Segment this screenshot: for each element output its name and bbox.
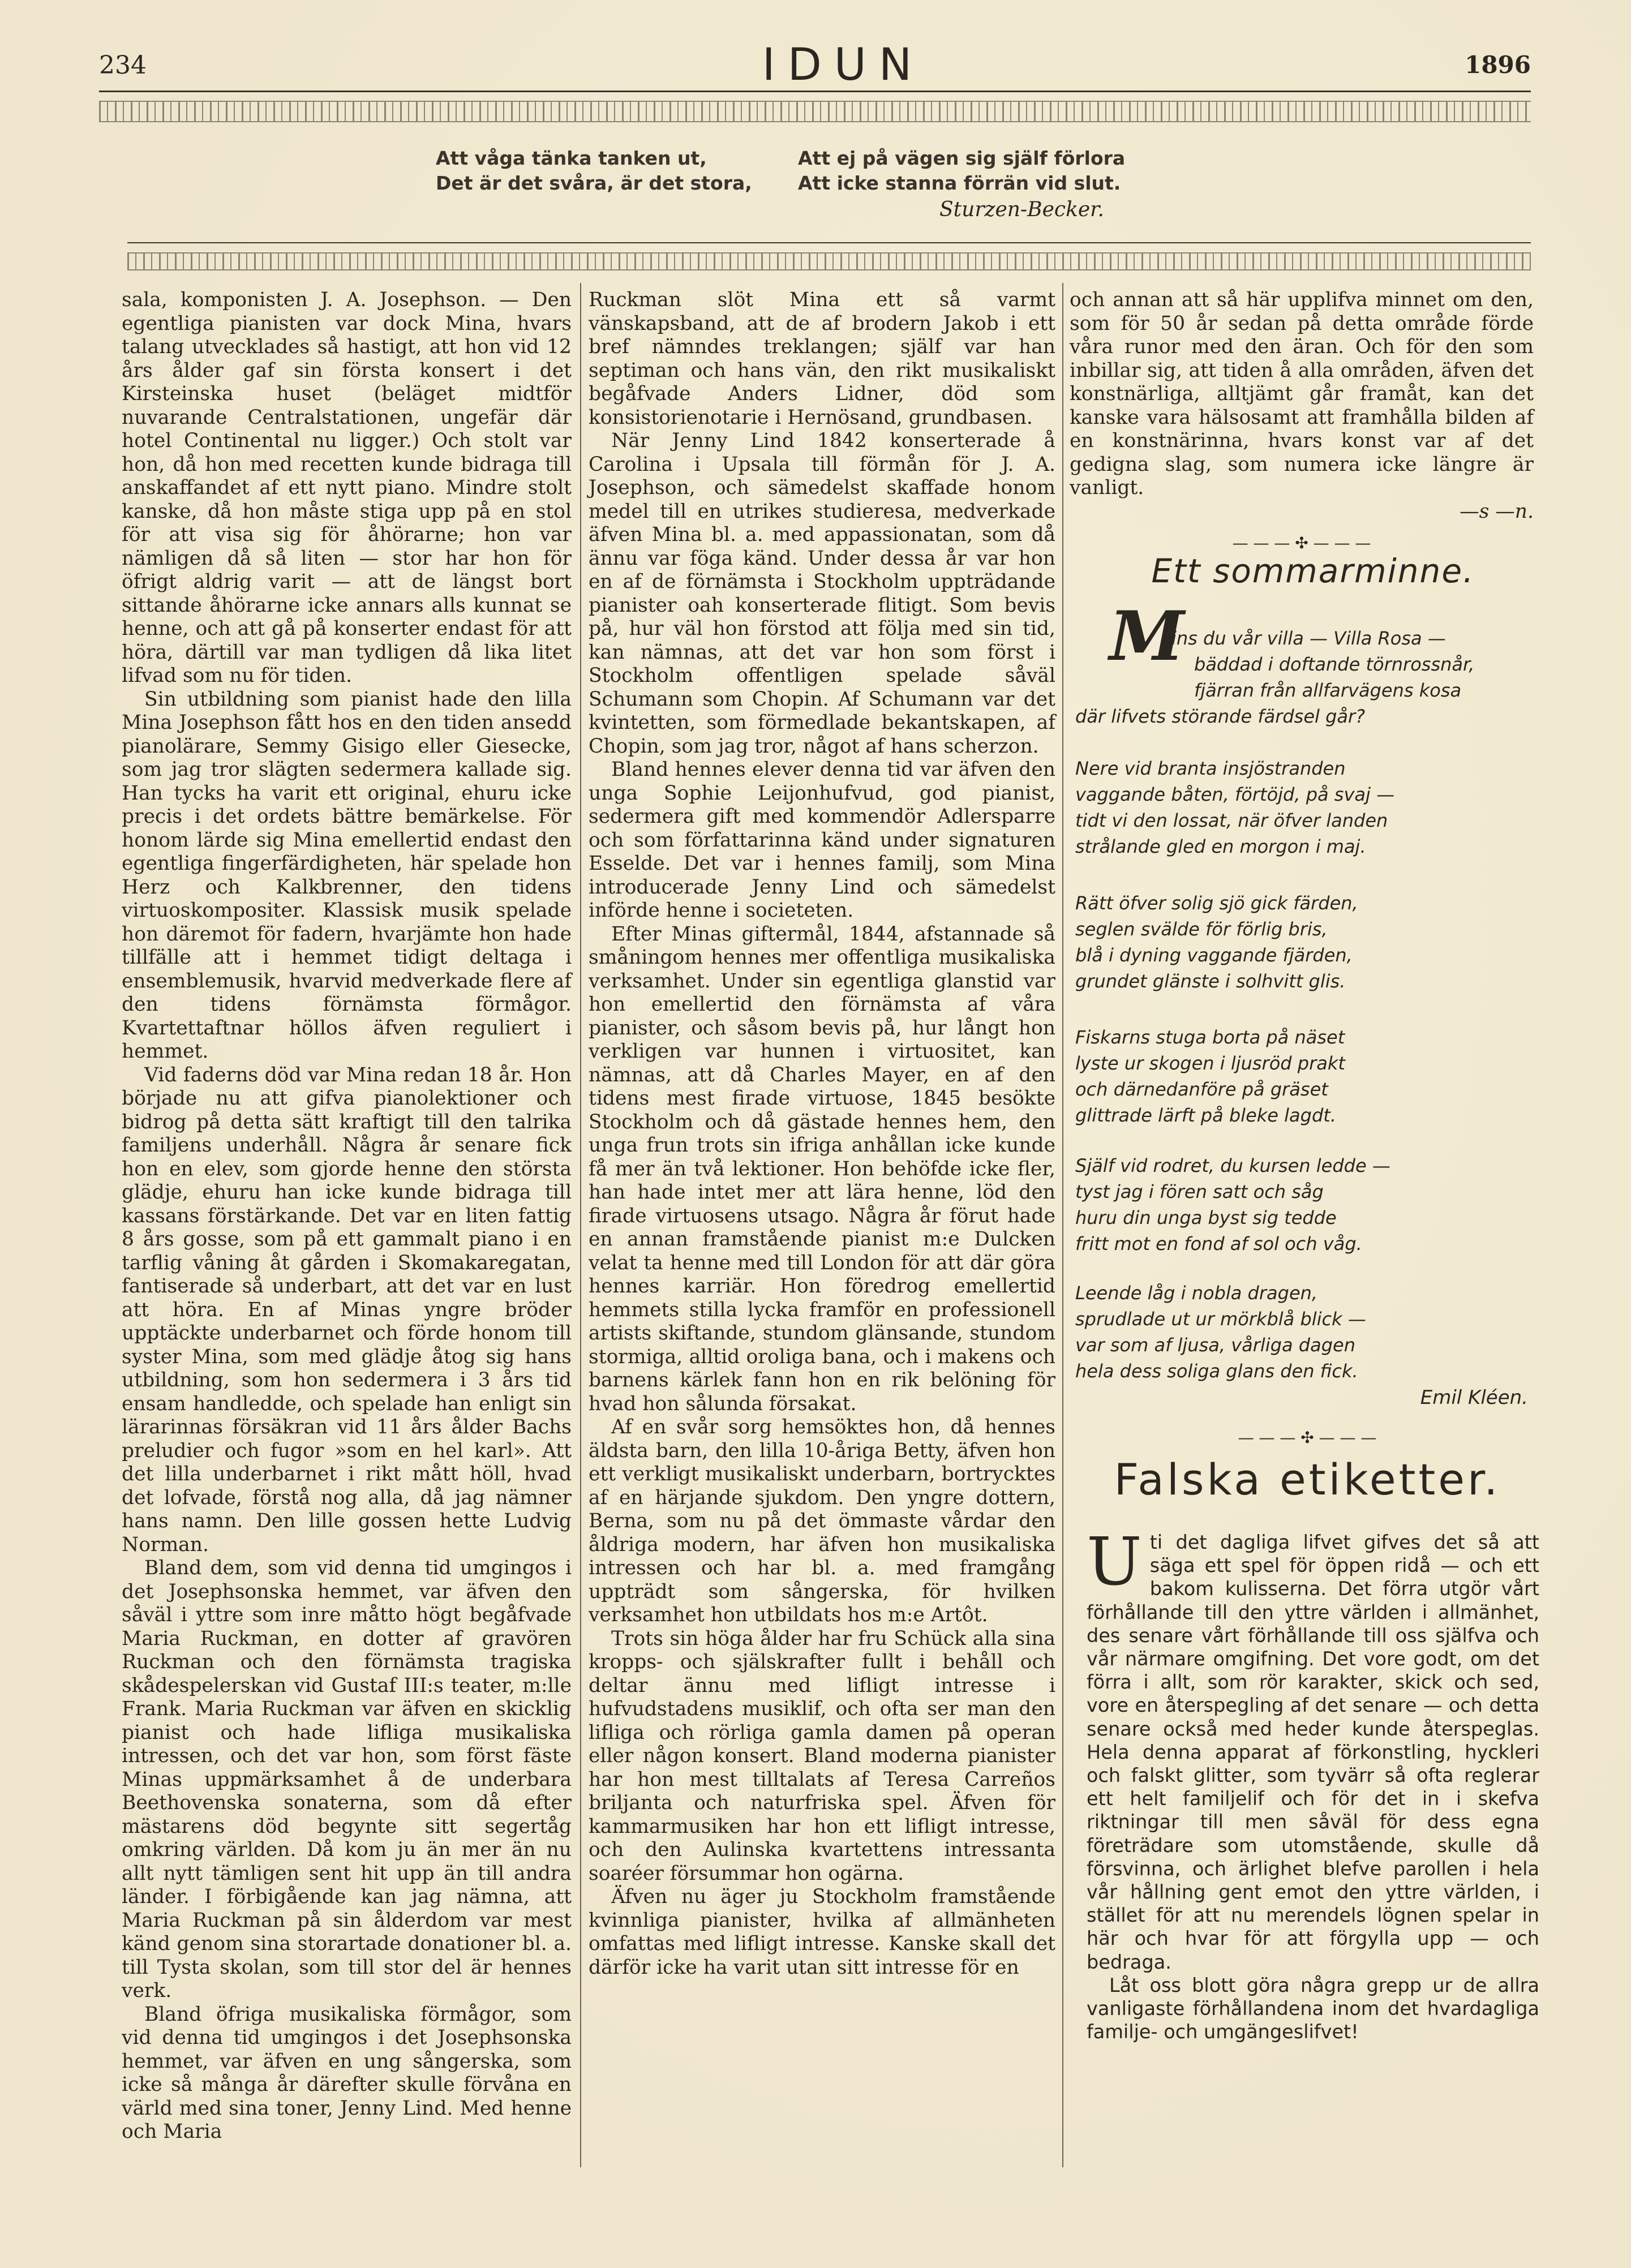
section-separator-icon: — — — ✣ — — —	[1238, 1428, 1377, 1447]
poem-line: vaggande båten, förtöjd, på svaj —	[1075, 784, 1395, 805]
article-paragraph: Bland hennes elever denna tid var äfven den unga Sophie Leijonhufvud, god pianist, sedermera gift med kommendör Adlersparre och som författarinna känd under signaturen Esselde. Det var i hennes familj, som Mina introducerade Jenny Lind och sämedelst införde henne i societeten.	[589, 758, 1055, 922]
article-paragraph: Af en svår sorg hemsöktes hon, då hennes äldsta barn, den lilla 10-åriga Betty, äfven hon ett verkligt musikaliskt underbarn, bortrycktes af en härjande sjukdom. Den yngre dottern, Berna, som nu på det ömmaste vårdar den åldriga modern, har äfven hon musikaliska intressen och har bl. a. med framgång uppträdt som sångerska, för hvilken verksamhet hon utbildats hos m:e Artôt.	[589, 1416, 1055, 1626]
article-paragraph: Bland öfriga musikaliska förmågor, som vid denna tid umgingos i det Josephsonska hemmet, var äfven en ung sångerska, som icke så många år därefter skulle förvåna en värld med sina toner, Jenny Lind. Med henne och Maria	[122, 2003, 572, 2143]
issue-year: 1896	[1465, 51, 1531, 79]
poem-line: lyste ur skogen i ljusröd prakt	[1075, 1053, 1345, 1074]
essay-dropcap: U	[1087, 1524, 1142, 1600]
poem-stanza-1	[1171, 625, 1539, 703]
poem-line: tidt vi den lossat, när öfver landen	[1075, 810, 1388, 831]
poem-line: Rätt öfver solig sjö gick färden,	[1075, 892, 1358, 914]
essay-paragraph: Låt oss blott göra några grepp ur de allra vanligaste förhållandena inom det hvardagliga familje- och umgängeslifvet!	[1087, 1974, 1539, 2043]
article-paragraph: Trots sin höga ålder har fru Schück alla sina kropps- och själskrafter fullt i behåll och deltar ännu med lifligt intresse i hufvudstadens musiklif, och ofta ser man den lifliga och rörliga gamla damen på operan eller någon konsert. Bland moderna pianister har hon mest tilltalats af Teresa Carreños briljanta och naturfriska spel. Äfven för kammarmusiken har hon ett lifligt intresse, och den Aulinska kvartettens intressanta soaréer försummar hon ogärna.	[589, 1627, 1055, 1885]
poem-line: strålande gled en morgon i maj.	[1075, 836, 1366, 857]
poem-line: där lifvets störande färdsel går?	[1075, 706, 1366, 727]
motto-right	[798, 146, 1194, 196]
poem-line: seglen svälde för förlig bris,	[1075, 918, 1328, 940]
poem-line: grundet glänste i solhvitt glis.	[1075, 970, 1346, 992]
motto-left-line-2: Det är det svåra, är det stora,	[436, 172, 752, 194]
article-paragraph: Äfven nu äger ju Stockholm framstående kvinnliga pianister, hvilka af allmänheten omfattas med lifligt intresse. Kanske skall det därför icke ha varit utan sitt intresse för en	[589, 1885, 1055, 1979]
poem-title: Ett sommarminne.	[1151, 552, 1475, 590]
motto-right-line-2: Att icke stanna förrän vid slut.	[798, 172, 1121, 194]
essay-body	[1087, 1524, 1539, 2043]
poem-line: Leende låg i nobla dragen,	[1075, 1282, 1318, 1304]
page-header	[99, 40, 1531, 96]
poem-line: ins du vår villa — Villa Rosa —	[1171, 628, 1446, 649]
article-paragraph: och annan att så här upplifva minnet om den, som för 50 år sedan på detta område förde våra runor med den äran. Och för den som inbillar sig, att tiden å alla områden, äfven det konstnärliga, alltjämt går framåt, kan det kanske vara hälsosamt att framhålla bilden af en konstnärinna, hvars konst var af det gedigna slag, som numera icke längre är vanligt.	[1070, 289, 1534, 499]
poem-line: Fiskarns stuga borta på näset	[1075, 1026, 1345, 1048]
poem-line: glittrade lärft på bleke lagdt.	[1075, 1105, 1336, 1126]
article-paragraph: Efter Minas giftermål, 1844, afstannade så småningom hennes mer offentliga musikaliska verksamhet. Under sin egentliga glanstid var hon emellertid den förnämsta af våra pianister, och såsom bevis på, hur långt hon verkligen var hunnen i virtuositet, kan nämnas, att då Charles Mayer, en af den tidens mest firade virtuose, 1845 besökte Stockholm och då gästade hennes hem, den unga frun trots sin ifriga anhållan icke kunde få mer än två lektioner. Hon behöfde icke fler, han hade intet mer att lära henne, löd den firade virtuosens utsago. Några år förut hade en annan framstående pianist m:e Dulcken velat ta henne med till London för att där göra hennes karriär. Hon föredrog emellertid hemmets stilla lycka framför en professionell artists skiftande, stundom glänsande, stundom stormiga, alltid oroliga bana, och i makens och barnens kärlek fann hon en rik belöning för hvad hon sålunda försakat.	[589, 922, 1055, 1415]
poem-line: tyst jag i fören satt och såg	[1075, 1181, 1324, 1202]
motto-left-line-1: Att våga tänka tanken ut,	[436, 147, 707, 169]
masthead-title: IDUN	[762, 40, 925, 91]
article-signature: —s —n.	[1460, 500, 1534, 523]
page-number: 234	[99, 51, 147, 80]
header-rule	[99, 91, 1531, 92]
article-paragraph: Ruckman slöt Mina ett så varmt vänskapsband, att de af brodern Jakob i ett bref nämndes treklangen; själf var han septiman och hans vän, den rikt musikaliskt begåfvade Anders Lidner, död som konsistorienotarie i Hernösand, grundbasen.	[589, 289, 1055, 429]
motto-right-line-1: Att ej på vägen sig själf förlora	[798, 147, 1126, 169]
article-column-3	[1070, 289, 1534, 566]
ornament-border-top	[99, 101, 1531, 122]
column-divider-2	[1062, 283, 1063, 2167]
essay-title: Falska etiketter.	[1114, 1454, 1501, 1505]
article-paragraph: sala, komponisten J. A. Josephson. — Den egentliga pianisten var dock Mina, hvars talang utvecklades så hastigt, att hon vid 12 års ålder gaf sin första konsert i det Kirsteinska huset (beläget midtför nuvarande Centralstationen, ungefär där hotel Continental nu ligger.) Och stolt var hon, då hon med recetten kunde bidraga till anskaffandet af ett nytt piano. Mindre stolt kanske, då hon måste stiga upp på en stol för att visa sig för åhörarne; hon var nämligen då så liten — stor har hon för öfrigt aldrig varit — att de längst bort sittande åhörarne icke annars alls kunnat se henne, och att gå på konserter endast för att höra, därtill var man tydligen då lika litet lifvad som nu för tiden.	[122, 289, 572, 687]
ornament-border-middle	[127, 252, 1531, 270]
poem-stanza-6	[1075, 1280, 1539, 1384]
poem-line: bäddad i doftande törnrossnår,	[1194, 654, 1475, 675]
poem-line: hela dess soliga glans den fick.	[1075, 1360, 1358, 1382]
poem-dropcap: M	[1109, 596, 1184, 676]
poem-line: huru din unga byst sig tedde	[1075, 1207, 1337, 1228]
poem-line: fjärran från allfarvägens kosa	[1194, 680, 1462, 701]
poem-line: blå i dyning vaggande fjärden,	[1075, 944, 1353, 966]
essay-paragraph: ti det dagliga lifvet gifves det så att säga ett spel för öppen ridå — och ett bakom kulisserna. Det förra utgör vårt förhållande till den yttre världen i allmänhet, des senare vårt förhållande till oss själfva och vår närmare omgifning. Det vore godt, om det förra i allt, som rör karakter, skick och sed, vore en återspegling af det senare — och detta senare också med heder kunde återspeglas. Hela denna apparat af förkonstling, hyckleri och falskt glitter, som tyvärr så ofta reglerar ett helt familjelif och för det in i skefva riktningar till men såväl för dess egna företrädare som utomstående, skulle då försvinna, och ärlighet blefve parollen i hela vår hållning gent emot den yttre världen, i stället för att nu merendels lögnen spelar in här och hvar för att förgylla upp — och bedraga.	[1087, 1531, 1539, 1973]
poem-line: Nere vid branta insjöstranden	[1075, 758, 1346, 779]
poem-stanza-3	[1075, 890, 1539, 994]
poem-line: Själf vid rodret, du kursen ledde —	[1075, 1155, 1390, 1176]
article-paragraph: När Jenny Lind 1842 konserterade å Carolina i Upsala till förmån för J. A. Josephson, och sämedelst skaffade honom medel till en utrikes studieresa, medverkade äfven Mina bl. a. med appassionatan, som då ännu var föga känd. Under dessa år var hon en af de förnämsta i Stockholm uppträdande pianister oah konserterade flitigt. Som bevis på, hur väl hon förstod att följa med sin tid, kan nämnas, att det var hon som först i Stockholm offentligen spelade såväl Schumann som Chopin. Af Schumann var det kvintetten, som förmedlade bekantskapen, af Chopin, som jag tror, något af hans scherzon.	[589, 429, 1055, 758]
column-divider-1	[580, 283, 581, 2167]
poem-line: var som af ljusa, vårliga dagen	[1075, 1334, 1355, 1356]
motto-left	[436, 146, 775, 196]
poem-line: sprudlade ut ur mörkblå blick —	[1075, 1308, 1366, 1330]
section-separator-icon: — — — ✣ — — —	[1232, 534, 1371, 552]
poem-stanza-5	[1075, 1153, 1539, 1257]
article-paragraph: Vid faderns död var Mina redan 18 år. Hon började nu att gifva pianolektioner och bidrog på detta sätt kraftigt till den talrika familjens underhåll. Några år senare fick hon en elev, som gjorde henne den största glädje, ehuru han icke kunde bidraga till kassans förstärkande. Det var en liten fattig 8 års gosse, som på ett gammalt piano i en tarflig våning åt gården i Skomakaregatan, fantiserade så underbart, att det var en lust att höra. En af Minas yngre bröder upptäckte underbarnet och förde honom till syster Mina, som med glädje åtog sig hans utbildning, som hon sedermera i 3 års tid ensam handledde, och spelade han enligt sin lärarinnas försäkran vid 11 års ålder Bachs preludier och fugor »som en hel karl». Att det lilla underbarnet i rikt mått höll, hvad det lofvade, förstå nog alla, då jag nämner hans namn. Den lille gossen hette Ludvig Norman.	[122, 1063, 572, 1556]
poem-stanza-4	[1075, 1024, 1539, 1128]
article-column-1	[122, 289, 572, 2144]
poem-line: fritt mot en fond af sol och våg.	[1075, 1233, 1362, 1255]
article-paragraph: Bland dem, som vid denna tid umgingos i det Josephsonska hemmet, var äfven den såväl i yttre som inre måtto högt begåfvade Maria Ruckman, en dotter af gravören Ruckman och den förnämsta tragiska skådespelerskan vid Gustaf III:s teater, m:lle Frank. Maria Ruckman var äfven en skicklig pianist och hade lifliga musikaliska intressen, och det var hon, som först fäste Minas uppmärksamhet å de underbara Beethovenska sonaterna, som då efter mästarens död begynte sitt segertåg omkring världen. Då kom ju än mer än nu allt nytt tämligen sent hit upp än till andra länder. I förbigående kan jag nämna, att Maria Ruckman på sin ålderdom var mest känd genom sina storartade donationer bl. a. till Tysta skolan, som till stor del är hennes verk.	[122, 1557, 572, 2002]
article-column-2	[589, 289, 1055, 1979]
poem-stanza-2	[1075, 755, 1539, 860]
poem-author: Emil Kléen.	[1420, 1386, 1528, 1409]
motto-rule	[127, 242, 1531, 243]
poem-stanza-1-last	[1075, 703, 1539, 729]
motto-author: Sturzen-Becker.	[939, 198, 1104, 221]
article-paragraph: Sin utbildning som pianist hade den lilla Mina Josephson fått hos en den tiden ansedd pianolärare, Semmy Gisigo eller Giesecke, som jag tror slägten sedermera kallade sig. Han tycks ha varit ett original, ehuru icke precis i det ordets bättre bemärkelse. För honom lärde sig Mina emellertid endast den egentliga fingerfärdigheten, här spelade hon Herz och Kalkbrenner, den tidens virtuoskompositer. Klassisk musik spelade hon däremot för fadern, hvarjämte hon hade tillfälle att i hemmet tidigt deltaga i ensemblemusik, hvarvid medverkade flere af den tidens förnämsta förmågor. Kvartettaftnar höllos äfven reguliert i hemmet.	[122, 688, 572, 1063]
poem-line: och därnedanföre på gräset	[1075, 1079, 1328, 1100]
